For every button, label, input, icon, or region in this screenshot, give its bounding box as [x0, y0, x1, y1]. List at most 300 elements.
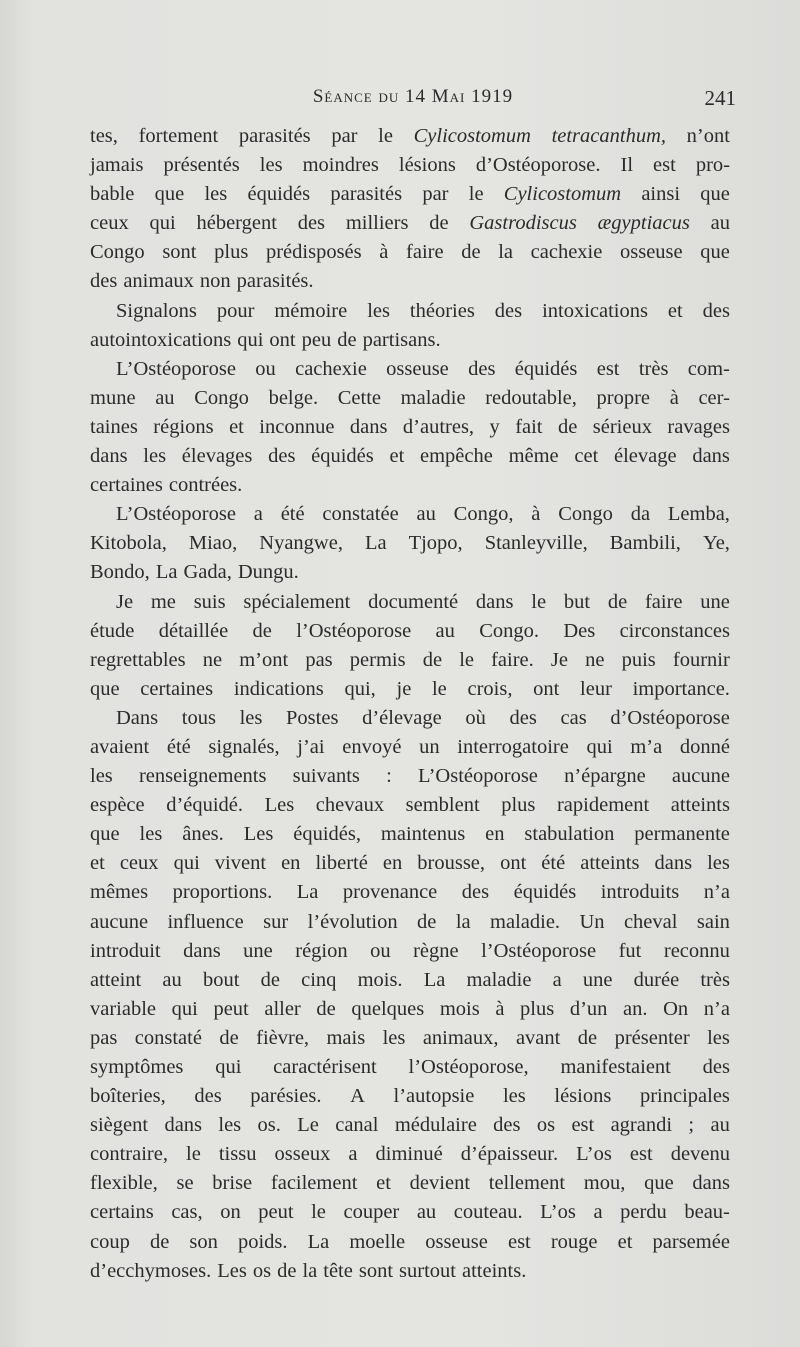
text-line	[90, 355, 730, 384]
word: pro-	[695, 154, 730, 177]
word: les	[204, 183, 228, 206]
word: Miao,	[188, 532, 238, 555]
word: perdu	[620, 1201, 667, 1224]
word: fortement	[138, 125, 219, 147]
word: Les	[243, 823, 274, 846]
word: Les	[264, 794, 295, 817]
word: cas	[560, 706, 587, 729]
text-line	[90, 762, 730, 791]
word: constaté	[134, 1026, 202, 1049]
text-line	[90, 1140, 730, 1169]
word: osseux	[274, 1143, 331, 1166]
word: sont	[358, 1259, 394, 1282]
word: de	[461, 241, 481, 264]
word: A	[350, 1085, 365, 1108]
word: regrettables	[90, 648, 186, 671]
text-line	[90, 1228, 730, 1257]
word: a	[552, 968, 562, 991]
word: est	[571, 1114, 595, 1137]
word: ne	[585, 648, 605, 671]
word: à	[379, 241, 389, 264]
text-line	[90, 384, 730, 413]
word: variable	[90, 997, 157, 1020]
word: qui	[586, 735, 613, 758]
word: atteints.	[461, 1259, 527, 1282]
word: dans	[692, 445, 730, 468]
word: Gastrodiscus	[469, 212, 577, 235]
word: aller	[264, 997, 301, 1020]
text-line	[90, 820, 730, 849]
word: au	[155, 386, 175, 409]
word: des	[493, 1114, 521, 1137]
word: m’a	[630, 735, 663, 758]
word: régions	[153, 415, 214, 438]
word: que	[700, 241, 730, 264]
word: n’ont	[686, 125, 730, 147]
word: très	[638, 357, 669, 380]
word: des	[90, 270, 118, 293]
word: provenance	[342, 881, 438, 904]
word: qui	[237, 328, 264, 351]
word: les	[218, 1114, 242, 1137]
word: Cette	[337, 386, 382, 409]
word: même	[508, 445, 559, 468]
word: dans	[654, 852, 693, 875]
word: osseuse	[386, 357, 449, 380]
word: da	[630, 503, 651, 526]
word: Signalons	[116, 299, 197, 322]
word: le	[459, 648, 474, 671]
word: où	[465, 706, 486, 729]
word: tes,	[90, 125, 118, 147]
word: et	[229, 415, 244, 438]
word: cachexie	[530, 241, 603, 264]
word: été	[166, 735, 191, 758]
text-line	[90, 442, 730, 471]
word: propre	[596, 386, 651, 409]
word: liberté	[315, 852, 368, 875]
word: au	[710, 212, 730, 235]
word: reconnu	[663, 939, 730, 962]
word: pas	[305, 648, 333, 671]
word: atteints	[580, 852, 640, 875]
text-line	[90, 908, 730, 937]
word: des	[702, 1056, 730, 1078]
word: équidés	[514, 357, 578, 380]
text-line	[90, 588, 730, 617]
word: parasités	[238, 125, 311, 147]
word: que	[90, 823, 120, 846]
word: que	[90, 677, 120, 700]
word: signalés,	[208, 735, 280, 758]
word: crois,	[467, 677, 513, 700]
word: médulaire	[394, 1114, 477, 1137]
word: permanente	[634, 823, 730, 846]
word: et	[667, 299, 683, 322]
word: détaillée	[158, 619, 229, 642]
word: son	[189, 1230, 218, 1253]
word: partisans.	[362, 328, 441, 351]
word: est	[507, 1230, 531, 1253]
word: ont	[269, 328, 296, 351]
word: l’Ostéoporose,	[408, 1056, 529, 1078]
word: se	[176, 1172, 194, 1195]
word: Congo	[194, 386, 249, 409]
word: Bondo,	[90, 561, 150, 584]
word: de	[277, 1259, 297, 1282]
word: l’autopsie	[393, 1085, 475, 1108]
word: de	[149, 1230, 170, 1253]
word: redoutable,	[485, 386, 577, 409]
word: non	[199, 270, 231, 293]
word: la	[302, 1259, 318, 1282]
word: de	[577, 1026, 598, 1049]
word: L’os	[576, 1143, 612, 1166]
word: durée	[633, 968, 680, 991]
text-line	[90, 937, 730, 966]
text-line	[90, 849, 730, 878]
word: L’os	[540, 1201, 576, 1224]
word: atteint	[90, 968, 142, 991]
word: milliers	[345, 212, 409, 235]
word: qui	[171, 997, 198, 1020]
word: élevage	[614, 445, 677, 468]
word: jamais	[90, 154, 144, 177]
word: ne	[202, 648, 223, 671]
word: tête	[323, 1259, 353, 1282]
word: circonstances	[619, 619, 730, 642]
word: de	[607, 590, 628, 613]
word: Lemba,	[667, 503, 730, 526]
word: documenté	[368, 590, 459, 613]
word: semblent	[405, 794, 480, 817]
page-number: 241	[704, 86, 736, 110]
word: cheval	[623, 910, 678, 933]
word: interrogatoire	[457, 735, 569, 758]
word: permis	[349, 648, 406, 671]
word: des	[194, 1085, 222, 1108]
word: Cylicostomum	[503, 183, 622, 206]
word: des	[702, 299, 730, 322]
word: au	[416, 1201, 437, 1224]
word: ceux	[90, 212, 129, 235]
word: leur	[580, 677, 612, 700]
text-line	[90, 558, 730, 587]
text-line	[90, 180, 730, 209]
word: Congo	[558, 503, 613, 526]
running-title: Séance du 14 Mai 1919	[312, 86, 514, 107]
body-text	[90, 122, 730, 1286]
word: Je	[116, 590, 134, 613]
word: peut	[258, 1201, 294, 1224]
word: Gada,	[183, 561, 232, 584]
word: Tjopo,	[408, 532, 463, 555]
word: com-	[687, 357, 730, 380]
word: le	[186, 1143, 201, 1166]
word: L’Ostéoporose	[116, 357, 236, 380]
word: vivent	[214, 852, 267, 875]
word: bable	[90, 183, 135, 206]
word: agrandi	[610, 1114, 673, 1137]
word: devenu	[670, 1143, 730, 1166]
word: certaines	[90, 474, 163, 497]
word: prédisposés	[265, 241, 362, 264]
word: donné	[679, 735, 730, 758]
word: Des	[563, 619, 596, 642]
word: fut	[618, 939, 642, 962]
word: La	[296, 881, 319, 904]
word: en	[485, 823, 505, 846]
word: que	[644, 1172, 674, 1195]
word: On	[663, 997, 689, 1020]
word: été	[541, 852, 566, 875]
word: de	[429, 212, 449, 235]
word: certaines	[140, 677, 214, 700]
word: d’équidé.	[166, 794, 244, 817]
word: présenter	[614, 1026, 690, 1049]
word: surtout	[399, 1259, 456, 1282]
word: en	[281, 852, 301, 875]
word: la	[455, 910, 471, 933]
word: suis	[193, 590, 226, 613]
word: lésions	[398, 154, 456, 177]
word: parésies.	[250, 1085, 322, 1108]
word: an.	[623, 997, 648, 1020]
word: espèce	[90, 794, 145, 817]
word: de	[252, 619, 272, 642]
word: d’élevage	[362, 706, 442, 729]
word: contraire,	[90, 1143, 168, 1166]
word: beau-	[684, 1201, 730, 1224]
word: mois.	[357, 968, 403, 991]
word: renseignements	[138, 765, 267, 788]
word: diminué	[375, 1143, 443, 1166]
word: d’un	[569, 997, 608, 1020]
word: d’épaisseur.	[460, 1143, 559, 1166]
word: plus	[520, 997, 555, 1020]
word: de	[316, 997, 336, 1020]
word: Kitobola,	[90, 532, 167, 555]
word: que	[154, 183, 185, 206]
word: belge.	[268, 386, 319, 409]
word: ;	[688, 1114, 695, 1137]
text-line	[90, 704, 730, 733]
word: une	[582, 968, 613, 991]
text-line	[90, 238, 730, 267]
word: couteau.	[453, 1201, 523, 1224]
text-line	[90, 733, 730, 762]
text-line	[90, 326, 730, 355]
word: et	[389, 445, 405, 468]
word: mou,	[583, 1172, 626, 1195]
word: aucune	[90, 910, 149, 933]
word: fièvre,	[256, 1026, 310, 1049]
word: Stanleyville,	[484, 532, 588, 555]
word: contrées.	[168, 474, 243, 497]
word: mune	[90, 386, 136, 409]
word: Les	[217, 1259, 247, 1282]
word: par	[422, 183, 449, 206]
word: sérieux	[592, 415, 652, 438]
word: indications	[233, 677, 324, 700]
word: dans	[183, 939, 221, 962]
word: fait	[515, 415, 543, 438]
word: introduits	[600, 881, 680, 904]
word: brise	[212, 1172, 253, 1195]
word: a	[253, 503, 263, 526]
word: chevaux	[315, 794, 385, 817]
word: pour	[216, 299, 255, 322]
word: facilement	[270, 1172, 358, 1195]
word: a	[348, 1143, 358, 1166]
word: os	[536, 1114, 556, 1137]
word: est	[653, 154, 676, 177]
word: et	[617, 1230, 633, 1253]
word: Le	[297, 1114, 319, 1137]
word: étude	[90, 619, 135, 642]
word: autointoxications	[90, 328, 232, 351]
word: est	[629, 1143, 653, 1166]
word: qui	[215, 1056, 242, 1078]
word: couper	[343, 1201, 400, 1224]
word: Un	[579, 910, 605, 933]
text-line	[90, 529, 730, 558]
word: plus	[501, 794, 536, 817]
word: dans	[90, 445, 128, 468]
text-line	[90, 151, 730, 180]
word: équidés	[513, 881, 577, 904]
word: à	[669, 386, 679, 409]
word: fournir	[672, 648, 730, 671]
word: moelle	[349, 1230, 406, 1253]
word: empêche	[420, 445, 493, 468]
word: de	[422, 648, 443, 671]
word: m’ont	[239, 648, 289, 671]
word: me	[150, 590, 176, 613]
word: qui	[173, 852, 200, 875]
word: plus	[214, 241, 249, 264]
word: l’évolution	[307, 910, 398, 933]
word: un	[419, 735, 440, 758]
word: dans	[349, 415, 388, 438]
word: cer-	[698, 386, 730, 409]
word: rouge	[550, 1230, 598, 1253]
word: une	[700, 590, 730, 613]
word: osseuse	[425, 1230, 488, 1253]
word: peut	[213, 997, 249, 1020]
word: tissu	[218, 1143, 257, 1166]
word: l’Ostéoporose	[296, 619, 412, 642]
word: très	[700, 968, 730, 991]
word: le	[311, 1201, 326, 1224]
text-line	[90, 675, 730, 704]
word: tellement	[488, 1172, 566, 1195]
word: ainsi	[641, 183, 681, 206]
word: La	[364, 532, 387, 555]
word: suivants	[292, 765, 360, 788]
word: théories	[409, 299, 475, 322]
text-line	[90, 1198, 730, 1227]
word: les	[382, 1026, 406, 1049]
word: des	[509, 706, 537, 729]
word: y	[489, 415, 500, 438]
word: Postes	[286, 706, 339, 729]
text-line	[90, 209, 730, 238]
text-line	[90, 1053, 730, 1082]
word: par	[331, 125, 358, 147]
word: n’a	[703, 881, 730, 904]
word: au	[416, 503, 436, 526]
word: équidés	[311, 445, 374, 468]
word: os.	[257, 1114, 281, 1137]
word: dans	[164, 1114, 203, 1137]
word: faire	[644, 590, 683, 613]
word: présentés	[163, 154, 240, 177]
word: ravages	[667, 415, 730, 438]
word: canal	[335, 1114, 379, 1137]
word: le	[378, 125, 393, 147]
word: des	[268, 445, 296, 468]
word: rapidement	[556, 794, 650, 817]
word: les	[707, 852, 730, 875]
word: dans	[692, 1172, 730, 1195]
word: quelques	[351, 997, 425, 1020]
word: atteints	[670, 794, 730, 817]
word: boîteries,	[90, 1085, 166, 1108]
word: sain	[696, 910, 730, 933]
word: cet	[574, 445, 599, 468]
word: flexible,	[90, 1172, 158, 1195]
word: parasités.	[236, 270, 314, 293]
word: équidés	[247, 183, 311, 206]
word: des	[494, 299, 523, 322]
word: le	[531, 590, 547, 613]
word: maintenus	[380, 823, 466, 846]
word: Il	[620, 154, 634, 177]
word: n’épargne	[564, 765, 646, 788]
word: bout	[202, 968, 240, 991]
word: qui	[149, 212, 176, 235]
word: a	[593, 1201, 603, 1224]
word: osseuse	[620, 241, 683, 264]
word: proportions.	[172, 881, 273, 904]
word: les	[143, 445, 167, 468]
word: puis	[621, 648, 656, 671]
text-line	[90, 500, 730, 529]
word: inconnue	[259, 415, 335, 438]
word: tetracanthum,	[551, 125, 667, 147]
word: équidés,	[293, 823, 361, 846]
word: La	[155, 561, 178, 584]
word: but	[563, 590, 591, 613]
text-line	[90, 878, 730, 907]
word: sur	[263, 910, 289, 933]
word: que	[700, 183, 730, 206]
word: caractérisent	[273, 1056, 377, 1078]
word: parsemée	[652, 1230, 730, 1253]
word: L’Ostéoporose	[417, 765, 538, 788]
word: la	[498, 241, 514, 264]
word: certains	[90, 1201, 154, 1224]
text-line	[90, 995, 730, 1024]
word: et	[90, 852, 105, 875]
word: siègent	[90, 1114, 149, 1137]
word: ou	[370, 939, 391, 962]
word: au	[162, 968, 182, 991]
word: animaux	[123, 270, 194, 293]
word: constatée	[322, 503, 399, 526]
word: stabulation	[524, 823, 615, 846]
